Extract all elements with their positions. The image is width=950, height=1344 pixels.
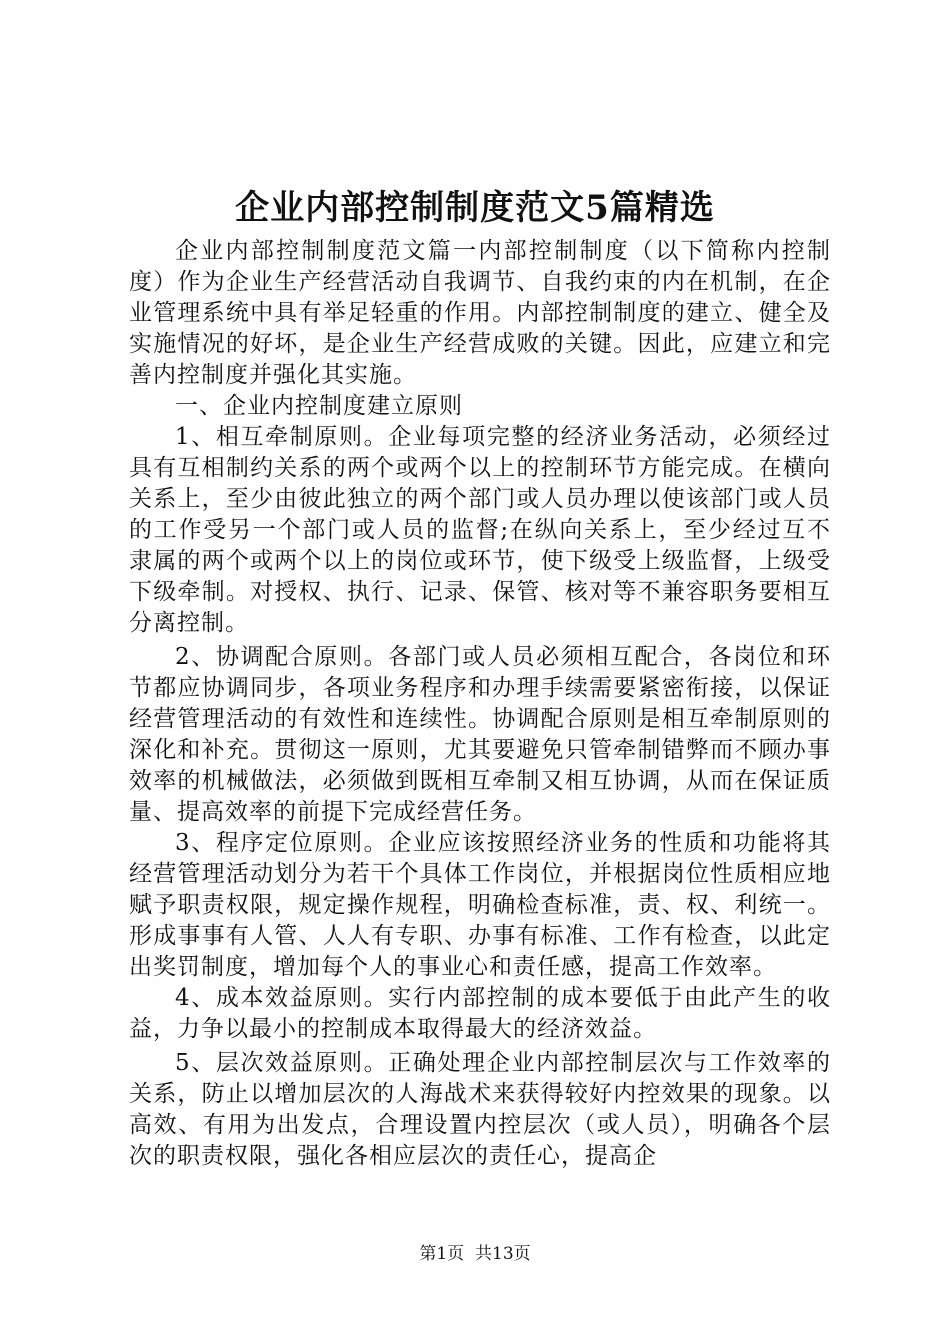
paragraph-principle-3: 3、程序定位原则。企业应该按照经济业务的性质和功能将其经营管理活动划分为若干个具体工作岗位，并根据岗位性质相应地赋予职责权限，规定操作规程，明确检查标准，责、权、利统一。形成事事有人管、人人有专职、办事有标准、工作有检查，以此定出奖罚制度，增加每个人的事业心和责任感，提高工作效率。 <box>129 830 831 980</box>
paragraph-principle-4: 4、成本效益原则。实行内部控制的成本要低于由此产生的收益，力争以最小的控制成本取得最大的经济效益。 <box>129 985 831 1042</box>
paragraph-principle-1: 1、相互牵制原则。企业每项完整的经济业务活动，必须经过具有互相制约关系的两个或两个以上的控制环节方能完成。在横向关系上，至少由彼此独立的两个部门或人员办理以使该部门或人员的工作受另一个部门或人员的监督;在纵向关系上，至少经过互不隶属的两个或两个以上的岗位或环节，使下级受上级监督，上级受下级牵制。对授权、执行、记录、保管、核对等不兼容职务要相互分离控制。 <box>129 424 831 636</box>
paragraph-intro: 企业内部控制制度范文篇一内部控制制度（以下简称内控制度）作为企业生产经营活动自我调节、自我约束的内在机制，在企业管理系统中具有举足轻重的作用。内部控制制度的建立、健全及实施情况的好坏，是企业生产经营成败的关键。因此，应建立和完善内控制度并强化其实施。 <box>129 238 831 388</box>
document-body <box>129 236 831 1172</box>
paragraph-principle-2: 2、协调配合原则。各部门或人员必须相互配合，各岗位和环节都应协调同步，各项业务程序和办理手续需要紧密衔接，以保证经营管理活动的有效性和连续性。协调配合原则是相互牵制原则的深化和补充。贯彻这一原则，尤其要避免只管牵制错弊而不顾办事效率的机械做法，必须做到既相互牵制又相互协调，从而在保证质量、提高效率的前提下完成经营任务。 <box>129 644 831 825</box>
page-total: 共13页 <box>475 1244 531 1264</box>
section-heading-principles: 一、企业内控制度建立原则 <box>175 393 463 419</box>
page-number: 第1页 <box>419 1244 465 1264</box>
document-title: 企业内部控制制度范文5篇精选 <box>235 188 715 228</box>
paragraph-principle-5: 5、层次效益原则。正确处理企业内部控制层次与工作效率的关系，防止以增加层次的人海战术来获得较好内控效果的现象。以高效、有用为出发点，合理设置内控层次（或人员），明确各个层次的职责权限，强化各相应层次的责任心，提高企 <box>129 1050 831 1169</box>
page-footer <box>0 1243 950 1265</box>
